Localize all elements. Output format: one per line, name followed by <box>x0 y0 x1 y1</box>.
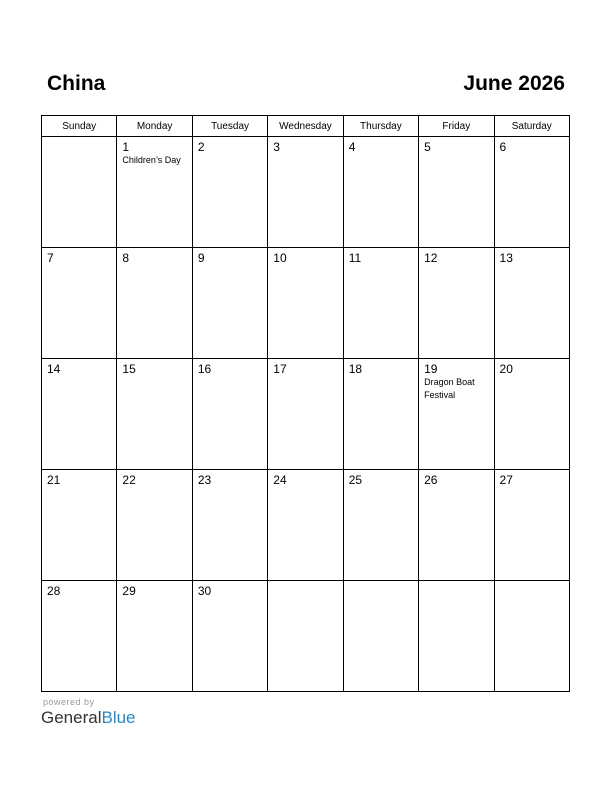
day-number: 5 <box>424 140 431 154</box>
day-number: 8 <box>122 251 130 265</box>
week-row <box>42 248 570 359</box>
day-cell <box>343 248 418 359</box>
calendar-body <box>42 137 570 692</box>
day-number: 17 <box>273 362 287 376</box>
day-number: 23 <box>197 473 212 487</box>
day-cell <box>117 470 192 581</box>
day-number: 2 <box>197 140 205 154</box>
month-year-title: June 2026 <box>463 72 565 95</box>
day-cell <box>192 248 267 359</box>
day-cell <box>42 470 117 581</box>
day-number <box>42 137 116 140</box>
day-cell <box>268 470 343 581</box>
day-cell <box>117 581 192 692</box>
day-cell <box>192 359 267 470</box>
day-number <box>344 581 418 584</box>
day-cell <box>343 470 418 581</box>
generalblue-logo[interactable] <box>41 708 136 728</box>
week-row <box>42 470 570 581</box>
weekday-header-row <box>42 116 570 137</box>
week-row <box>42 137 570 248</box>
day-number: 12 <box>424 251 438 265</box>
day-cell <box>192 470 267 581</box>
day-number: 22 <box>122 473 136 487</box>
day-cell <box>42 581 117 692</box>
day-number: 16 <box>197 362 212 376</box>
weekday-wednesday: Wednesday <box>268 116 343 137</box>
week-row <box>42 359 570 470</box>
day-number: 14 <box>47 362 61 376</box>
day-cell <box>268 248 343 359</box>
weekday-monday: Monday <box>117 116 192 137</box>
day-number: 28 <box>47 584 61 598</box>
day-cell <box>42 359 117 470</box>
day-cell <box>419 470 494 581</box>
day-number: 10 <box>273 251 287 265</box>
day-number: 15 <box>122 362 136 376</box>
day-number: 25 <box>348 473 363 487</box>
day-cell <box>419 248 494 359</box>
day-cell <box>343 137 418 248</box>
day-number: 3 <box>273 140 280 154</box>
day-cell <box>494 581 569 692</box>
day-cell <box>343 581 418 692</box>
day-cell <box>268 581 343 692</box>
brand-blue: Blue <box>101 708 136 727</box>
calendar-grid <box>41 115 570 692</box>
day-number: 13 <box>499 251 513 265</box>
day-cell <box>192 137 267 248</box>
powered-by-text: powered by <box>43 697 95 707</box>
day-cell <box>343 359 418 470</box>
day-cell <box>192 581 267 692</box>
day-number: 19 <box>424 362 438 376</box>
day-cell <box>419 359 494 470</box>
day-number: 24 <box>273 473 287 487</box>
day-cell <box>117 137 192 248</box>
weekday-saturday: Saturday <box>494 116 569 137</box>
day-cell <box>494 359 569 470</box>
weekday-tuesday: Tuesday <box>192 116 267 137</box>
day-cell <box>494 248 569 359</box>
day-cell <box>42 137 117 248</box>
day-cell <box>268 137 343 248</box>
day-number: 26 <box>424 473 438 487</box>
week-row <box>42 581 570 692</box>
day-number: 9 <box>197 251 205 265</box>
day-number: 27 <box>499 473 513 487</box>
brand-general: General <box>41 708 102 727</box>
day-cell <box>42 248 117 359</box>
day-number: 18 <box>348 362 363 376</box>
day-number <box>419 581 493 584</box>
day-cell <box>117 248 192 359</box>
day-number: 30 <box>197 584 212 598</box>
day-number: 20 <box>499 362 513 376</box>
day-cell <box>494 137 569 248</box>
day-number: 6 <box>499 140 507 154</box>
day-number <box>495 581 569 584</box>
holiday-label: Children’s Day <box>122 155 181 165</box>
day-cell <box>419 137 494 248</box>
day-number: 11 <box>348 251 362 265</box>
day-cell <box>419 581 494 692</box>
day-number: 4 <box>348 140 356 154</box>
country-title: China <box>47 72 106 95</box>
day-cell <box>268 359 343 470</box>
holiday-label: Dragon Boat Festival <box>424 377 475 400</box>
day-number: 21 <box>47 473 61 487</box>
weekday-sunday: Sunday <box>42 116 117 137</box>
day-number: 1 <box>122 140 130 154</box>
weekday-friday: Friday <box>419 116 494 137</box>
day-number: 29 <box>122 584 136 598</box>
day-cell <box>494 470 569 581</box>
day-number <box>268 581 342 584</box>
day-number: 7 <box>47 251 54 265</box>
day-cell <box>117 359 192 470</box>
weekday-thursday: Thursday <box>343 116 418 137</box>
